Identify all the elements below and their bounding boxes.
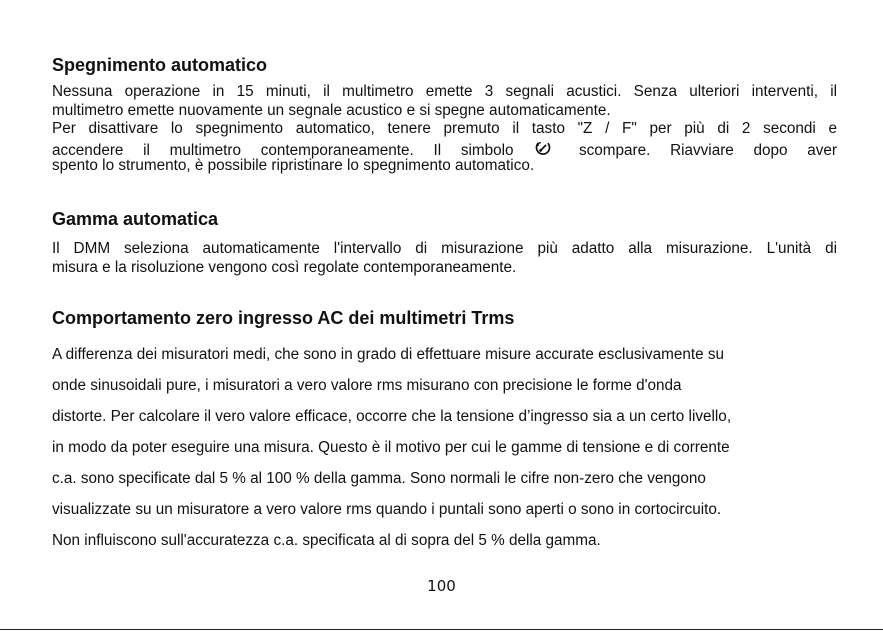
body-line-with-icon bbox=[52, 139, 837, 158]
body-line: spento lo strumento, è possibile ripristinare lo spegnimento automatico. bbox=[52, 157, 535, 174]
section-body-trms-zero-input bbox=[52, 339, 837, 556]
section-heading-auto-range: Gamma automatica bbox=[52, 209, 219, 229]
body-line: Nessuna operazione in 15 minuti, il multimetro emette 3 segnali acustici. Senza ulteriori interventi, il bbox=[52, 83, 837, 100]
bottom-rule bbox=[0, 629, 883, 630]
body-line: in modo da poter eseguire una misura. Questo è il motivo per cui le gamme di tensione e di corrente bbox=[52, 439, 730, 456]
section-body-auto-range bbox=[52, 240, 837, 277]
auto-power-off-icon bbox=[533, 139, 559, 163]
body-line-part: accendere il multimetro contemporaneamente. Il simbolo bbox=[52, 141, 514, 159]
body-line: multimetro emette nuovamente un segnale acustico e si spegne automaticamente. bbox=[52, 101, 611, 119]
body-line: Non influiscono sull'accuratezza c.a. specificata al di sopra del 5 % della gamma. bbox=[52, 532, 601, 549]
body-line: Il DMM seleziona automaticamente l'intervallo di misurazione più adatto alla misurazione. L'unità di bbox=[52, 240, 837, 257]
body-line: visualizzate su un misuratore a vero valore rms quando i puntali sono aperti o sono in cortocircuito. bbox=[52, 501, 722, 518]
body-line: A differenza dei misuratori medi, che sono in grado di effettuare misure accurate esclusivamente su bbox=[52, 346, 725, 363]
section-heading-trms-zero-input: Comportamento zero ingresso AC dei multimetri Trms bbox=[52, 308, 515, 328]
section-heading-auto-power-off: Spegnimento automatico bbox=[52, 55, 268, 75]
body-line-part: scompare. Riavviare dopo aver bbox=[578, 141, 838, 159]
section-body-auto-power-off bbox=[52, 83, 837, 176]
body-line: Per disattivare lo spegnimento automatico, tenere premuto il tasto "Z / F" per più di 2 secondi e bbox=[52, 120, 837, 137]
body-line: onde sinusoidali pure, i misuratori a vero valore rms misurano con precisione le forme d'onda bbox=[52, 377, 682, 394]
body-line: c.a. sono specificate dal 5 % al 100 % della gamma. Sono normali le cifre non-zero che vengono bbox=[52, 470, 706, 487]
body-line: distorte. Per calcolare il vero valore efficace, occorre che la tensione d’ingresso sia a un certo livello, bbox=[52, 408, 732, 425]
body-line: misura e la risoluzione vengono così regolate contemporaneamente. bbox=[52, 258, 517, 276]
page-number: 100 bbox=[427, 577, 456, 595]
